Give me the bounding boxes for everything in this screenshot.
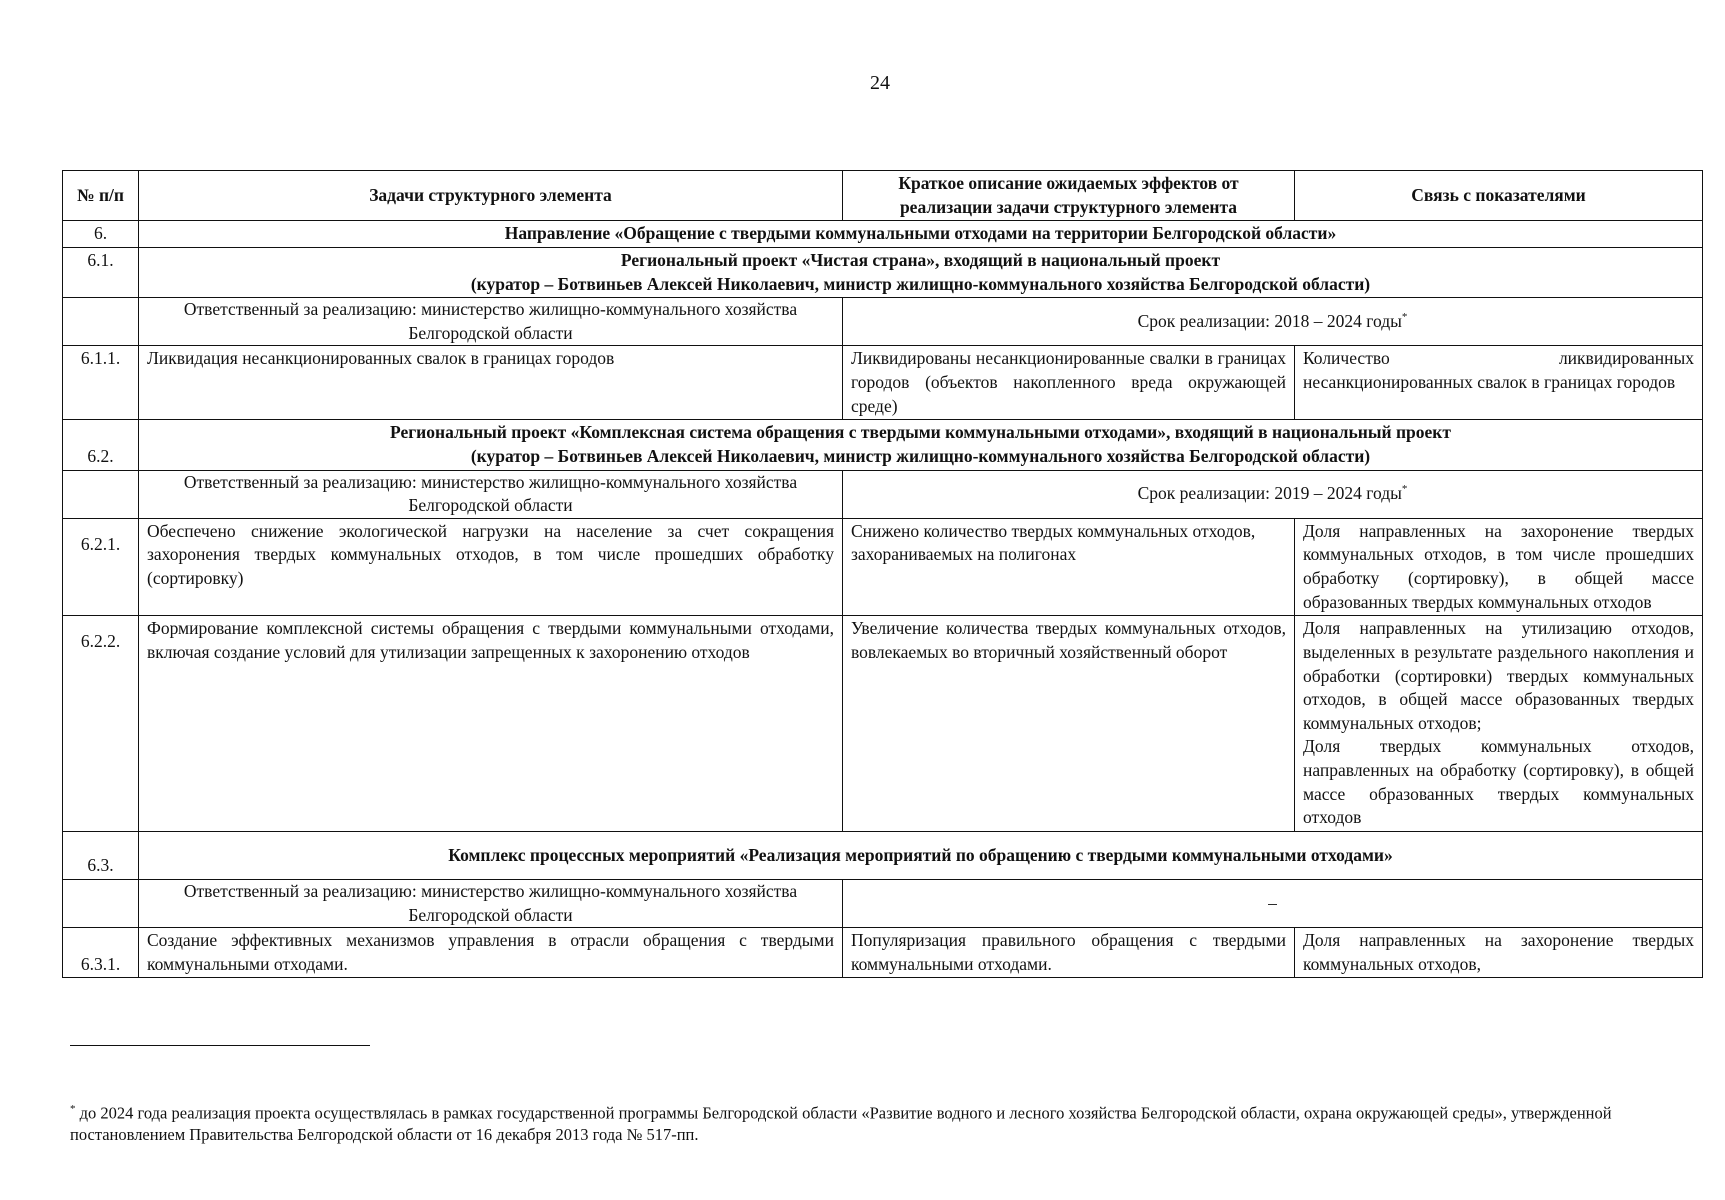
complex-title: Комплекс процессных мероприятий «Реализация мероприятий по обращению с твердыми коммунальными отходами» <box>139 831 1703 879</box>
header-num: № п/п <box>63 171 139 221</box>
empty-cell <box>63 298 139 346</box>
project-title-line1: Региональный проект «Комплексная система обращения с твердыми коммунальными отходами», входящий в национальный проект <box>390 422 1451 443</box>
term-footnote-mark: * <box>1401 311 1408 324</box>
table-row <box>63 247 1703 297</box>
responsible-cell: Ответственный за реализацию: министерство жилищно-коммунального хозяйства Белгородской области <box>139 298 843 346</box>
project-title <box>139 247 1703 297</box>
indicator-cell: Количество ликвидированных несанкционированных свалок в границах городов <box>1295 346 1703 420</box>
table-header-row <box>63 171 1703 221</box>
section-title: Направление «Обращение с твердыми коммунальными отходами на территории Белгородской области» <box>139 221 1703 248</box>
table-row <box>63 928 1703 978</box>
indicator-cell: Доля направленных на захоронение твердых коммунальных отходов, в том числе прошедших обработку (сортировку), в общей массе образованных твердых коммунальных отходов <box>1295 518 1703 616</box>
term-cell: – <box>843 879 1703 927</box>
table-row <box>63 518 1703 616</box>
footnote <box>70 1102 1640 1145</box>
row-number: 6.2.1. <box>63 518 139 616</box>
indicator-line: Доля направленных на утилизацию отходов, выделенных в результате раздельного накопления и обработки (сортировки) твердых коммунальных отходов, в общей массе образованных твердых коммунальных отходов; <box>1303 618 1694 733</box>
task-cell: Формирование комплексной системы обращения с твердыми коммунальными отходами, включая создание условий для утилизации запрещенных к захоронению отходов <box>139 616 843 832</box>
row-number: 6. <box>63 221 139 248</box>
indicator-line: Доля твердых коммунальных отходов, направленных на обработку (сортировку), в общей массе образованных твердых коммунальных отходов <box>1303 736 1694 828</box>
page-number: 24 <box>870 72 890 94</box>
empty-cell <box>63 470 139 518</box>
task-cell: Ликвидация несанкционированных свалок в границах городов <box>139 346 843 420</box>
empty-cell <box>63 879 139 927</box>
project-curator: (куратор – Ботвиньев Алексей Николаевич, министр жилищно-коммунального хозяйства Белгородской области) <box>470 273 1371 294</box>
term-footnote-mark: * <box>1401 483 1408 496</box>
table-row <box>63 346 1703 420</box>
term-cell <box>843 298 1703 346</box>
header-indicators: Связь с показателями <box>1295 171 1703 221</box>
row-number: 6.1.1. <box>63 346 139 420</box>
row-number: 6.1. <box>63 247 139 297</box>
row-number: 6.2. <box>63 420 139 470</box>
effect-cell: Ликвидированы несанкционированные свалки в границах городов (объектов накопленного вреда окружающей среде) <box>843 346 1295 420</box>
table-row <box>63 470 1703 518</box>
table-row <box>63 298 1703 346</box>
effect-cell: Увеличение количества твердых коммунальных отходов, вовлекаемых во вторичный хозяйственный оборот <box>843 616 1295 832</box>
footnote-divider <box>70 1045 370 1046</box>
effect-cell: Популяризация правильного обращения с твердыми коммунальными отходами. <box>843 928 1295 978</box>
footnote-mark: * <box>70 1103 76 1115</box>
project-curator: (куратор – Ботвиньев Алексей Николаевич, министр жилищно-коммунального хозяйства Белгородской области) <box>470 445 1371 466</box>
task-cell: Создание эффективных механизмов управления в отрасли обращения с твердыми коммунальными отходами. <box>139 928 843 978</box>
row-number: 6.3.1. <box>63 928 139 978</box>
project-title <box>139 420 1703 470</box>
indicator-cell: Доля направленных на захоронение твердых коммунальных отходов, <box>1295 928 1703 978</box>
indicator-cell <box>1295 616 1703 832</box>
structural-elements-table <box>62 170 1703 978</box>
table-row <box>63 420 1703 470</box>
table-row <box>63 831 1703 879</box>
term-cell <box>843 470 1703 518</box>
project-title-line1: Региональный проект «Чистая страна», входящий в национальный проект <box>620 249 1221 270</box>
table-row <box>63 221 1703 248</box>
row-number: 6.3. <box>63 831 139 879</box>
table-row <box>63 616 1703 832</box>
header-effects: Краткое описание ожидаемых эффектов от реализации задачи структурного элемента <box>843 171 1295 221</box>
header-tasks: Задачи структурного элемента <box>139 171 843 221</box>
table-row <box>63 879 1703 927</box>
term-text: Срок реализации: 2019 – 2024 годы <box>1137 483 1402 504</box>
term-text: Срок реализации: 2018 – 2024 годы <box>1137 310 1402 331</box>
task-cell: Обеспечено снижение экологической нагрузки на население за счет сокращения захоронения твердых коммунальных отходов, в том числе прошедших обработку (сортировку) <box>139 518 843 616</box>
effect-cell: Снижено количество твердых коммунальных отходов, захораниваемых на полигонах <box>843 518 1295 616</box>
footnote-text: до 2024 года реализация проекта осуществлялась в рамках государственной программы Белгородской области «Развитие водного и лесного хозяйства Белгородской области, охрана окружающей среды», утвержденной постановлением Правительства Белгородской области от 16 декабря 2013 года № 517-пп. <box>70 1103 1612 1144</box>
row-number: 6.2.2. <box>63 616 139 832</box>
responsible-cell: Ответственный за реализацию: министерство жилищно-коммунального хозяйства Белгородской области <box>139 879 843 927</box>
responsible-cell: Ответственный за реализацию: министерство жилищно-коммунального хозяйства Белгородской области <box>139 470 843 518</box>
